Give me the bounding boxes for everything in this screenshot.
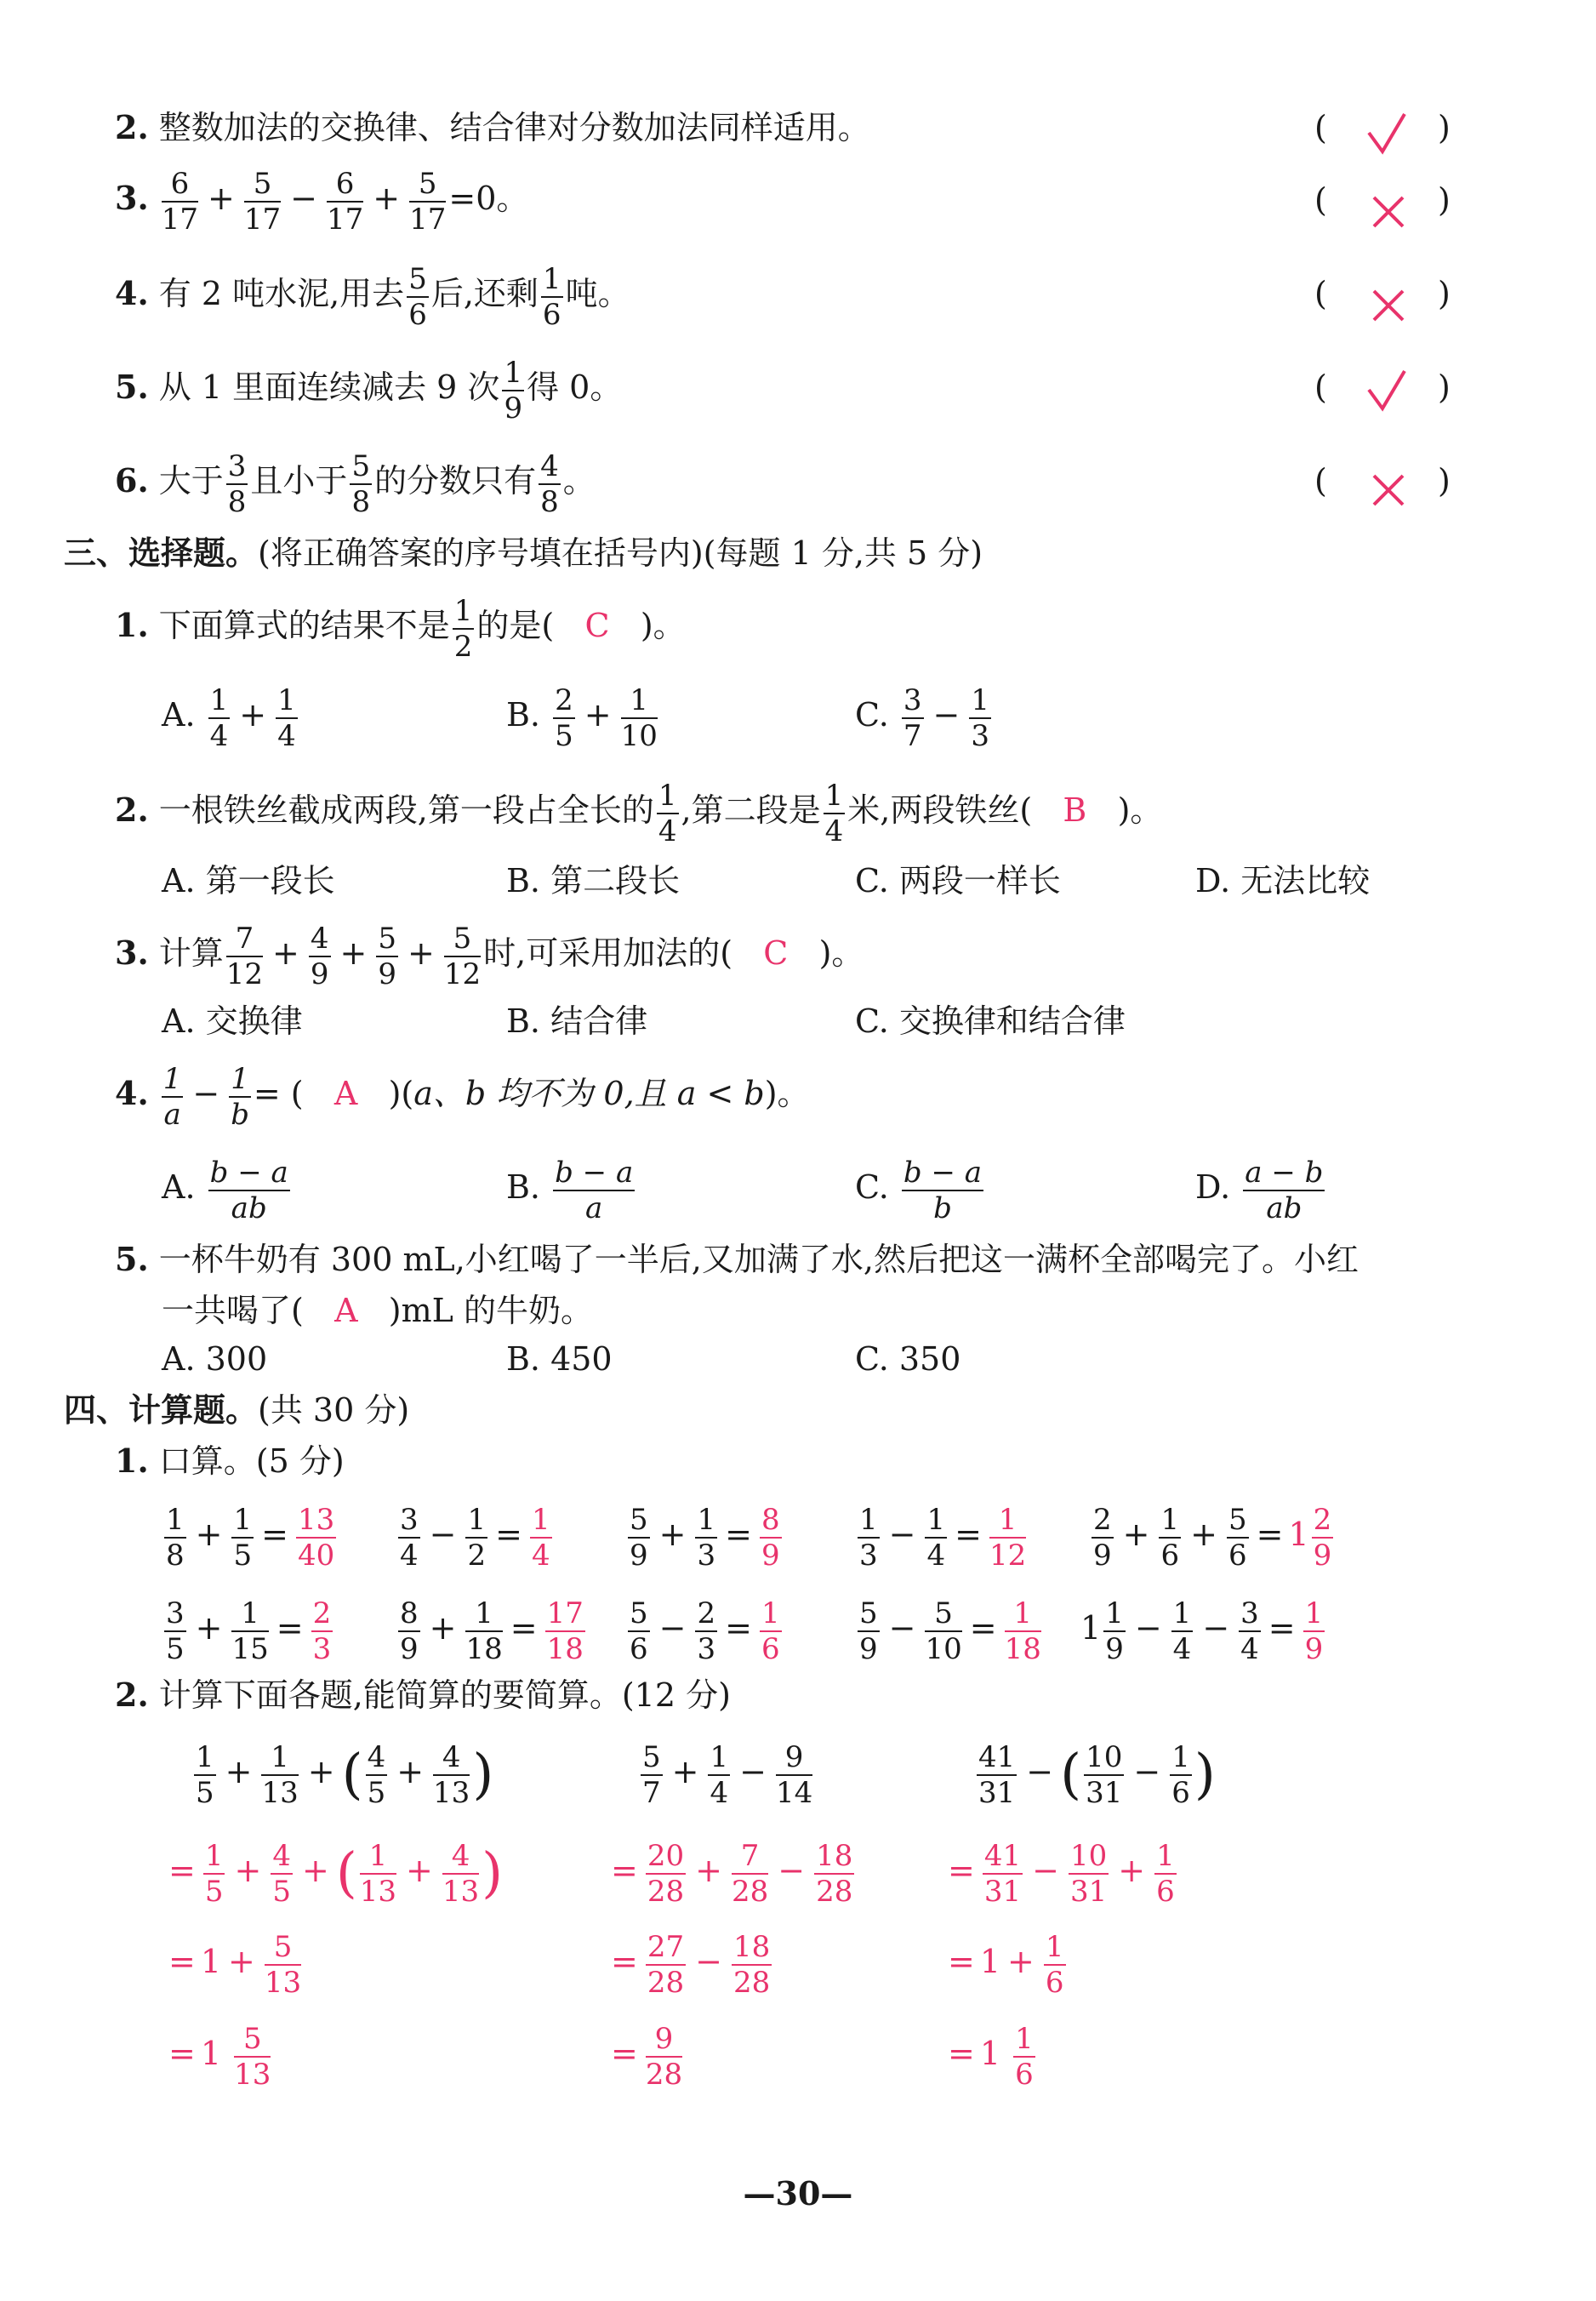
choice-q5: 5. 一杯牛奶有 300 mL,小红喝了一半后,又加满了水,然后把这一满杯全部喝完了。小红 (115, 1240, 1359, 1278)
cross-mark-icon (1367, 279, 1410, 330)
fraction: $\frac{5}{8}$ (351, 448, 371, 519)
cross-mark-icon (1367, 186, 1410, 237)
choice-q5-line2: 一共喝了( A )mL 的牛奶。 (162, 1292, 593, 1329)
section-3-heading: 三、选择题。(将正确答案的序号填在括号内)(每题 1 分,共 5 分) (64, 534, 983, 572)
choice-q1: 1. 下面算式的结果不是 $\frac{1}{2}$ 的是( C )。 (115, 593, 686, 664)
judge-item-4: 4. 有 2 吨水泥,用去 $\frac{5}{6}$ 后,还剩 $\frac{1}{6}$ 吨。 (115, 261, 630, 332)
fraction: $\frac{6}{17}$ (161, 166, 199, 237)
page-number: —30— (743, 2174, 853, 2212)
choice-q5-options: A. 300 B. 450 C. 350 (162, 1340, 961, 1378)
oral-calc-row-2: $\frac{3}{5}$ + $\frac{1}{15}$ = $\frac{2}{3}$ $\frac{8}{9}$ + $\frac{1}{18}$ = $\frac{17}{18}$ $\frac{5}{6}$ − $\frac{2}{3}$ = $\frac{1}{6}$ $\frac{5}{9}$ − $\frac{5}{10}$ = $\frac{1}{18}$ 1 $\frac{1}{9}$ − $\frac{1}{4}$ − $\frac{3}{4}$ = $\frac{1}{9}$ (166, 1596, 1324, 1666)
fraction: $\frac{6}{17}$ (326, 166, 364, 237)
check-mark-icon (1365, 366, 1408, 417)
fraction: $\frac{5}{17}$ (243, 166, 282, 237)
section-4-heading: 四、计算题。(共 30 分) (64, 1390, 410, 1429)
item-number: 2. (115, 108, 149, 146)
fraction: $\frac{4}{8}$ (540, 448, 559, 519)
item-text: 整数加法的交换律、结合律对分数加法同样适用。 (158, 109, 870, 146)
judge-item-3: 3. $\frac{6}{17}$ + $\frac{5}{17}$ − $\frac{6}{17}$ + $\frac{5}{17}$ =0。 (115, 166, 529, 237)
judge-item-6: 6. 大于 $\frac{3}{8}$ 且小于 $\frac{5}{8}$ 的分数只有 $\frac{4}{8}$ 。 (115, 448, 596, 519)
choice-q2: 2. 一根铁丝截成两段,第一段占全长的 $\frac{1}{4}$ ,第二段是 $\frac{1}{4}$ 米,两段铁丝( B )。 (115, 778, 1163, 848)
judge-item-5: 5. 从 1 里面连续减去 9 次 $\frac{1}{9}$ 得 0。 (115, 355, 623, 425)
fraction: $\frac{5}{17}$ (409, 166, 447, 237)
item-number: 5. (115, 368, 149, 406)
fraction: $\frac{3}{8}$ (227, 448, 247, 519)
fraction: $\frac{1}{6}$ (542, 261, 561, 332)
item-number: 4. (115, 274, 149, 312)
fraction: $\frac{5}{6}$ (408, 261, 427, 332)
choice-q4: 4. $\frac{1}{a}$ − $\frac{1}{b}$ = ( A )(a、b 均不为 0,且 a < b)。 (115, 1061, 810, 1132)
check-mark-icon (1365, 109, 1408, 160)
choice-q2-options: A. 第一段长 B. 第二段长 C. 两段一样长 D. 无法比较 (162, 862, 1371, 899)
choice-q1-options: A. $\frac{1}{4}$ + $\frac{1}{4}$ B. $\frac{2}{5}$ + $\frac{1}{10}$ C. $\frac{3}{7}$ − $\frac{1}{3}$ (162, 682, 990, 753)
answer: C (584, 607, 610, 644)
choice-q3: 3. 计算 $\frac{7}{12}$ + $\frac{4}{9}$ + $\frac{5}{9}$ + $\frac{5}{12}$ 时,可采用加法的( C )。 (115, 921, 864, 991)
fraction: $\frac{1}{9}$ (504, 355, 523, 425)
choice-q3-options: A. 交换律 B. 结合律 C. 交换律和结合律 (162, 1002, 1126, 1040)
item-number: 3. (115, 179, 149, 217)
calc-heading: 2. 计算下面各题,能简算的要简算。(12 分) (115, 1676, 731, 1714)
choice-q4-options: A. $\frac{b - a}{ab}$ B. $\frac{b - a}{a}$ C. $\frac{b - a}{b}$ D. $\frac{a - b}{ab}$ (162, 1155, 1324, 1225)
item-number: 6. (115, 461, 149, 500)
oral-calc-row-1: $\frac{1}{8}$ + $\frac{1}{5}$ = $\frac{13}{40}$ $\frac{3}{4}$ − $\frac{1}{2}$ = $\frac{1}{4}$ $\frac{5}{9}$ + $\frac{1}{3}$ = $\frac{8}{9}$ $\frac{1}{3}$ − $\frac{1}{4}$ = $\frac{1}{12}$ $\frac{2}{9}$ + $\frac{1}{6}$ + $\frac{5}{6}$ = 1 $\frac{2}{9}$ (166, 1502, 1332, 1573)
oral-calc-heading: 1. 口算。(5 分) (115, 1442, 345, 1480)
